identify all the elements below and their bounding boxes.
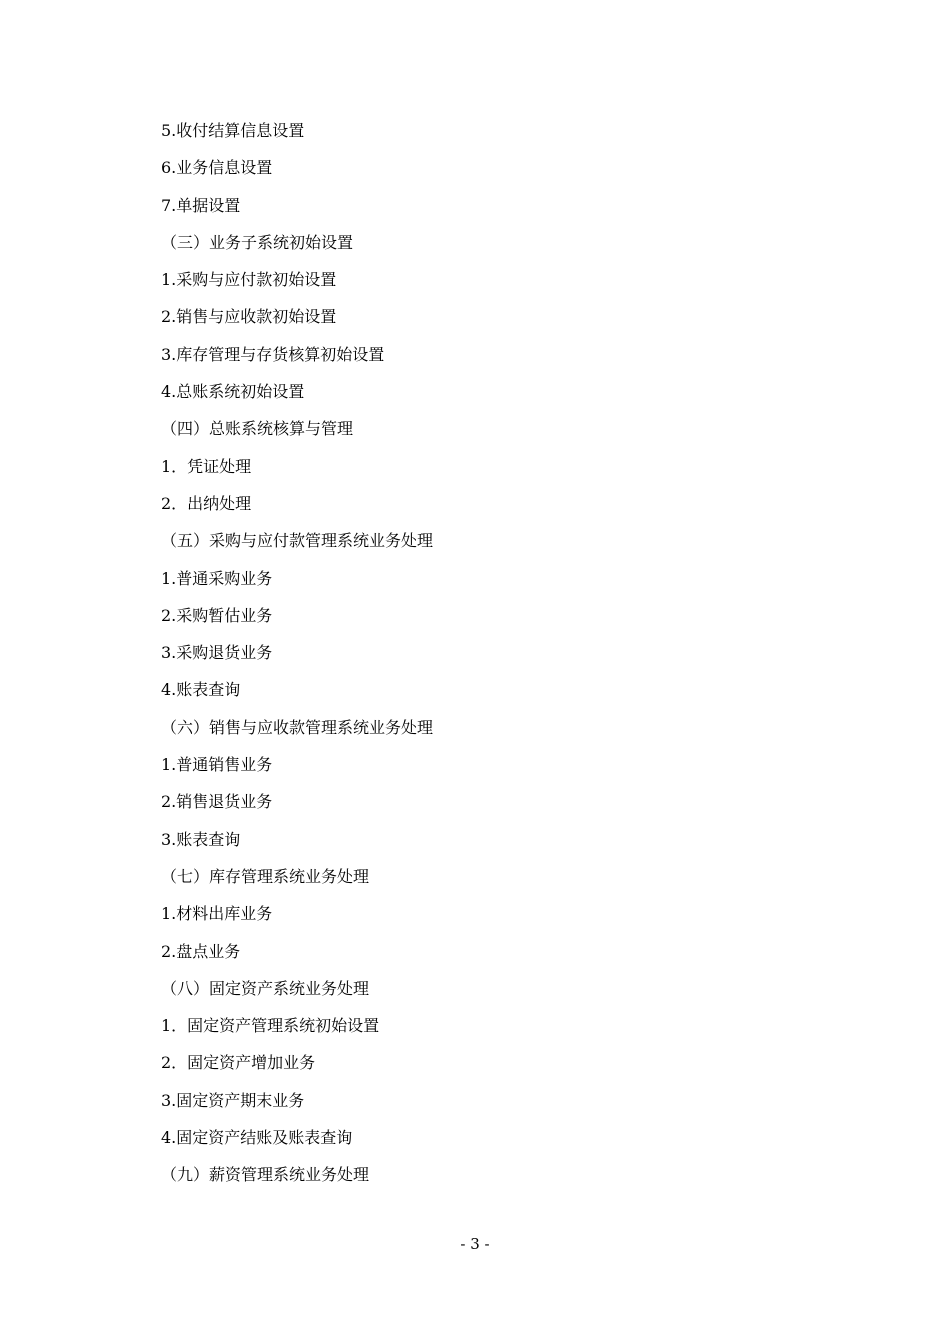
list-item: 4.总账系统初始设置 [161, 382, 305, 402]
section-heading: （五）采购与应付款管理系统业务处理 [161, 531, 434, 551]
list-item: 5.收付结算信息设置 [161, 121, 305, 140]
list-item: 3.库存管理与存货核算初始设置 [161, 344, 385, 364]
list-item: 1.普通采购业务 [161, 568, 273, 588]
list-item: 1.材料出库业务 [161, 904, 273, 924]
list-item: 3.账表查询 [161, 829, 241, 849]
list-item: 3.采购退货业务 [161, 643, 273, 663]
list-item: 7.单据设置 [161, 195, 241, 215]
list-item: 2.采购暂估业务 [161, 605, 273, 625]
section-heading: （九）薪资管理系统业务处理 [161, 1165, 370, 1185]
list-item: 1．凭证处理 [161, 456, 252, 476]
document-body [161, 118, 861, 1200]
list-item: 3.固定资产期末业务 [161, 1090, 305, 1110]
list-item: 2.盘点业务 [161, 941, 241, 961]
list-item: 2．固定资产增加业务 [161, 1053, 316, 1073]
list-item: 4.账表查询 [161, 680, 241, 700]
list-item: 1.普通销售业务 [161, 755, 273, 775]
section-heading: （八）固定资产系统业务处理 [161, 978, 370, 998]
list-item: 2.销售与应收款初始设置 [161, 307, 337, 327]
list-item: 2.销售退货业务 [161, 792, 273, 812]
section-heading: （六）销售与应收款管理系统业务处理 [161, 717, 434, 737]
list-item: 1.采购与应付款初始设置 [161, 270, 337, 290]
list-item: 4.固定资产结账及账表查询 [161, 1128, 353, 1148]
section-heading: （四）总账系统核算与管理 [161, 419, 354, 439]
list-item: 6.业务信息设置 [161, 158, 273, 178]
list-item: 2．出纳处理 [161, 493, 252, 513]
list-item: 1．固定资产管理系统初始设置 [161, 1016, 380, 1036]
section-heading: （三）业务子系统初始设置 [161, 232, 354, 252]
page-number: - 3 - [460, 1235, 490, 1253]
section-heading: （七）库存管理系统业务处理 [161, 866, 370, 886]
